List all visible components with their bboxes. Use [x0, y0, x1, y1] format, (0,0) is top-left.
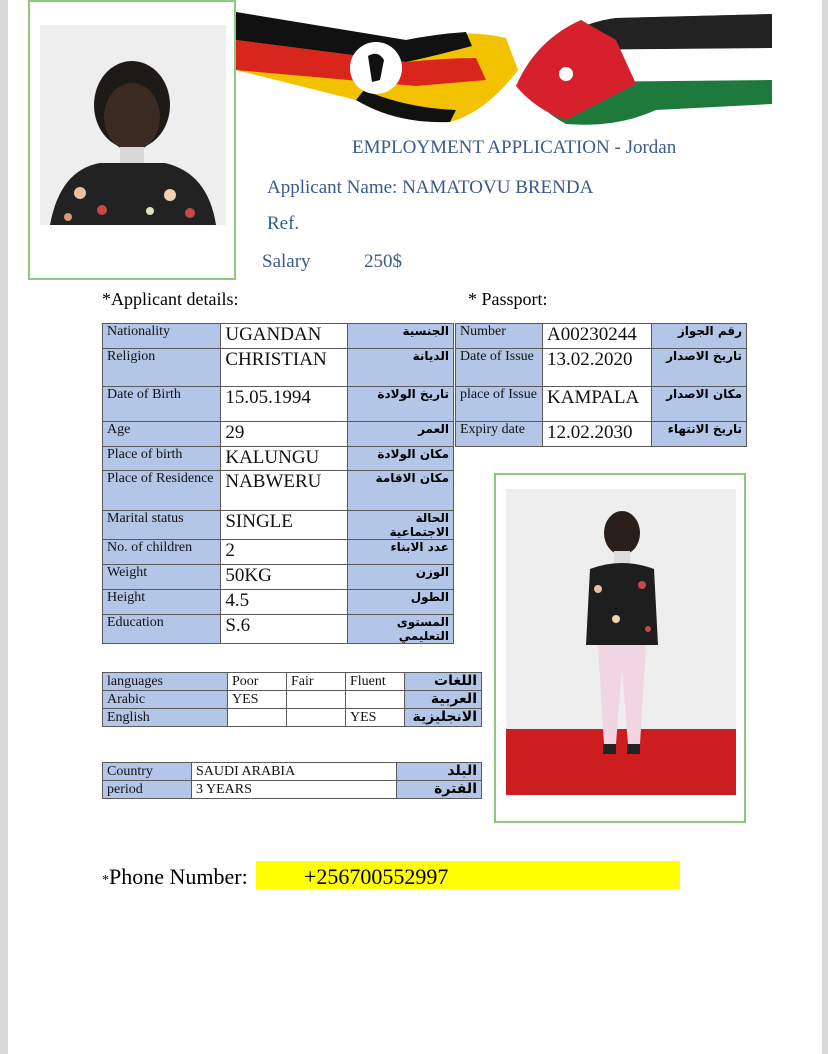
- languages-table: [102, 672, 482, 727]
- table-row: [103, 590, 454, 615]
- table-row: [103, 447, 454, 471]
- table-row: [103, 763, 482, 781]
- row-arabic-label: الديانة: [347, 349, 453, 387]
- table-row: [103, 471, 454, 511]
- header-fluent: Fluent: [346, 673, 405, 691]
- row-value: 3 YEARS: [192, 781, 397, 799]
- row-arabic-label: مكان الاقامة: [347, 471, 453, 511]
- language-name: English: [103, 709, 228, 727]
- row-label: No. of children: [103, 540, 221, 565]
- language-fluent: YES: [346, 709, 405, 727]
- applicant-name: Applicant Name: NAMATOVU BRENDA: [267, 177, 594, 198]
- row-label: Country: [103, 763, 192, 781]
- table-row: [103, 349, 454, 387]
- language-poor: [228, 709, 287, 727]
- salary-value: 250$: [364, 251, 402, 272]
- language-fair: [287, 709, 346, 727]
- table-row: [103, 691, 482, 709]
- table-row: [456, 422, 747, 447]
- row-arabic-label: تاريخ الاصدار: [652, 349, 747, 387]
- row-label: Weight: [103, 565, 221, 590]
- salary-label: Salary: [262, 251, 311, 272]
- row-label: Date of Issue: [456, 349, 543, 387]
- row-label: Age: [103, 422, 221, 447]
- reference-label: Ref.: [267, 213, 300, 234]
- row-arabic-label: المستوى التعليمي: [347, 615, 453, 644]
- row-arabic-label: الجنسية: [347, 324, 453, 349]
- row-arabic-label: عدد الابناء: [347, 540, 453, 565]
- languages-header-label: languages: [103, 673, 228, 691]
- table-row: [103, 540, 454, 565]
- row-arabic-label: مكان الولادة: [347, 447, 453, 471]
- row-arabic-label: تاريخ الانتهاء: [652, 422, 747, 447]
- row-value: NABWERU: [221, 471, 347, 511]
- row-arabic-label: تاريخ الولادة: [347, 387, 453, 422]
- row-value: KALUNGU: [221, 447, 347, 471]
- application-title: EMPLOYMENT APPLICATION - Jordan: [352, 137, 677, 158]
- table-row: [103, 422, 454, 447]
- table-row: [103, 781, 482, 799]
- applicant-details-table: [102, 323, 454, 644]
- full-body-photo: [506, 489, 736, 795]
- row-label: Height: [103, 590, 221, 615]
- row-label: Number: [456, 324, 543, 349]
- header-poor: Poor: [228, 673, 287, 691]
- row-label: Nationality: [103, 324, 221, 349]
- table-row: [103, 673, 482, 691]
- languages-header-arabic: اللغات: [405, 673, 482, 691]
- table-row: [456, 324, 747, 349]
- language-name: Arabic: [103, 691, 228, 709]
- document-page: [8, 0, 822, 1054]
- passport-heading: * Passport:: [468, 289, 548, 309]
- phone-number: +256700552997: [304, 864, 449, 889]
- portrait-photo: [40, 25, 226, 225]
- flag-handshake-banner: [236, 0, 772, 132]
- row-value: 12.02.2030: [543, 422, 652, 447]
- row-arabic-label: مكان الاصدار: [652, 387, 747, 422]
- language-arabic-name: الانجليزية: [405, 709, 482, 727]
- row-value: 29: [221, 422, 347, 447]
- phone-label: [102, 864, 248, 890]
- row-arabic-label: البلد: [397, 763, 482, 781]
- row-label: Expiry date: [456, 422, 543, 447]
- language-arabic-name: العربية: [405, 691, 482, 709]
- header-fair: Fair: [287, 673, 346, 691]
- row-arabic-label: الطول: [347, 590, 453, 615]
- row-label: Religion: [103, 349, 221, 387]
- table-row: [103, 511, 454, 540]
- table-row: [103, 565, 454, 590]
- applicant-details-heading: *Applicant details:: [102, 289, 239, 309]
- row-label: Marital status: [103, 511, 221, 540]
- row-value: 4.5: [221, 590, 347, 615]
- table-row: [103, 615, 454, 644]
- row-arabic-label: الوزن: [347, 565, 453, 590]
- language-poor: YES: [228, 691, 287, 709]
- phone-label-text: Phone Number:: [109, 864, 248, 889]
- row-arabic-label: رقم الجواز: [652, 324, 747, 349]
- row-value: 15.05.1994: [221, 387, 347, 422]
- row-value: KAMPALA: [543, 387, 652, 422]
- row-arabic-label: الفترة: [397, 781, 482, 799]
- row-label: Place of Residence: [103, 471, 221, 511]
- row-arabic-label: الحالة الاجتماعية: [347, 511, 453, 540]
- row-value: UGANDAN: [221, 324, 347, 349]
- row-value: S.6: [221, 615, 347, 644]
- experience-table: [102, 762, 482, 799]
- table-row: [103, 324, 454, 349]
- language-fair: [287, 691, 346, 709]
- table-row: [456, 387, 747, 422]
- row-value: A00230244: [543, 324, 652, 349]
- passport-table: [455, 323, 747, 447]
- row-arabic-label: العمر: [347, 422, 453, 447]
- language-fluent: [346, 691, 405, 709]
- row-value: 2: [221, 540, 347, 565]
- row-value: 13.02.2020: [543, 349, 652, 387]
- row-value: SINGLE: [221, 511, 347, 540]
- row-label: Place of birth: [103, 447, 221, 471]
- table-row: [103, 387, 454, 422]
- row-value: SAUDI ARABIA: [192, 763, 397, 781]
- table-row: [103, 709, 482, 727]
- row-label: period: [103, 781, 192, 799]
- row-label: place of Issue: [456, 387, 543, 422]
- row-value: 50KG: [221, 565, 347, 590]
- row-label: Education: [103, 615, 221, 644]
- table-row: [456, 349, 747, 387]
- phone-asterisk: *: [102, 873, 109, 888]
- row-label: Date of Birth: [103, 387, 221, 422]
- row-value: CHRISTIAN: [221, 349, 347, 387]
